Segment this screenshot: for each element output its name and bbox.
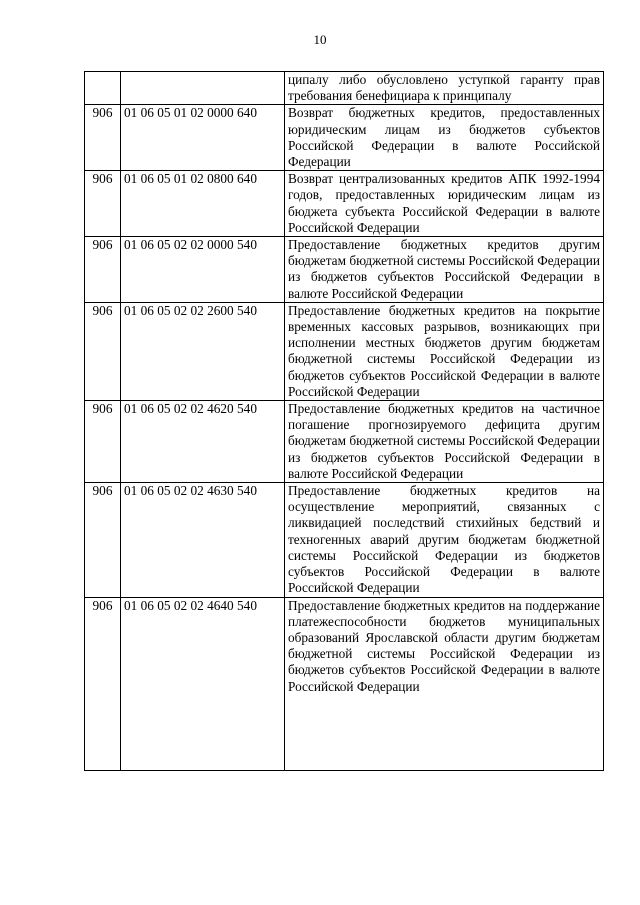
budget-code-cell: 01 06 05 02 02 4620 540 xyxy=(121,401,285,483)
description-cell: Возврат централизованных кредитов АПК 1992-1994 годов, предоставленных юридическим лицам из бюджета субъекта Российской Федерации в валюте Российской Федерации xyxy=(285,171,604,237)
description-cell: Предоставление бюджетных кредитов другим бюджетам бюджетной системы Российской Федерации из бюджетов субъектов Российской Федерации в валюте Российской Федерации xyxy=(285,237,604,303)
description-cell: ципалу либо обусловлено уступкой гаранту прав требования бенефициара к принципалу xyxy=(285,72,604,105)
budget-code-cell: 01 06 05 01 02 0800 640 xyxy=(121,171,285,237)
table-row xyxy=(85,237,604,303)
admin-code-cell: 906 xyxy=(85,597,121,770)
table-row xyxy=(85,597,604,770)
description-cell: Предоставление бюджетных кредитов на частичное погашение прогнозируемого дефицита другим бюджетам бюджетной системы Российской Федерации из бюджетов субъектов Российской Федерации в валюте Российской Федерации xyxy=(285,401,604,483)
budget-code-cell: 01 06 05 01 02 0000 640 xyxy=(121,105,285,171)
budget-classification-table xyxy=(84,71,604,771)
table-row xyxy=(85,483,604,597)
table-row xyxy=(85,401,604,483)
description-cell: Предоставление бюджетных кредитов на осуществление мероприятий, связанных с ликвидацией последствий стихийных бедствий и техногенных аварий другим бюджетам бюджетной системы Российской Федерации из бюджетов субъектов Российской Федерации в валюте Российской Федерации xyxy=(285,483,604,597)
description-cell: Предоставление бюджетных кредитов на покрытие временных кассовых разрывов, возникающих при исполнении местных бюджетов другим бюджетам бюджетной системы Российской Федерации из бюджетов субъектов Российской Федерации в валюте Российской Федерации xyxy=(285,302,604,400)
budget-code-cell xyxy=(121,72,285,105)
table-row xyxy=(85,105,604,171)
budget-code-cell: 01 06 05 02 02 4630 540 xyxy=(121,483,285,597)
admin-code-cell xyxy=(85,72,121,105)
budget-code-cell: 01 06 05 02 02 2600 540 xyxy=(121,302,285,400)
budget-code-cell: 01 06 05 02 02 4640 540 xyxy=(121,597,285,770)
table-row xyxy=(85,302,604,400)
admin-code-cell: 906 xyxy=(85,171,121,237)
admin-code-cell: 906 xyxy=(85,483,121,597)
admin-code-cell: 906 xyxy=(85,105,121,171)
budget-code-cell: 01 06 05 02 02 0000 540 xyxy=(121,237,285,303)
page-number: 10 xyxy=(313,32,327,47)
admin-code-cell: 906 xyxy=(85,237,121,303)
table-row xyxy=(85,171,604,237)
table-row xyxy=(85,72,604,105)
admin-code-cell: 906 xyxy=(85,401,121,483)
admin-code-cell: 906 xyxy=(85,302,121,400)
description-cell: Возврат бюджетных кредитов, предоставленных юридическим лицам из бюджетов субъектов Российской Федерации в валюте Российской Федерации xyxy=(285,105,604,171)
description-cell: Предоставление бюджетных кредитов на поддержание платежеспособности бюджетов муниципальных образований Ярославской области другим бюджетам бюджетной системы Российской Федерации из бюджетов субъектов Российской Федерации в валюте Российской Федерации xyxy=(285,597,604,770)
